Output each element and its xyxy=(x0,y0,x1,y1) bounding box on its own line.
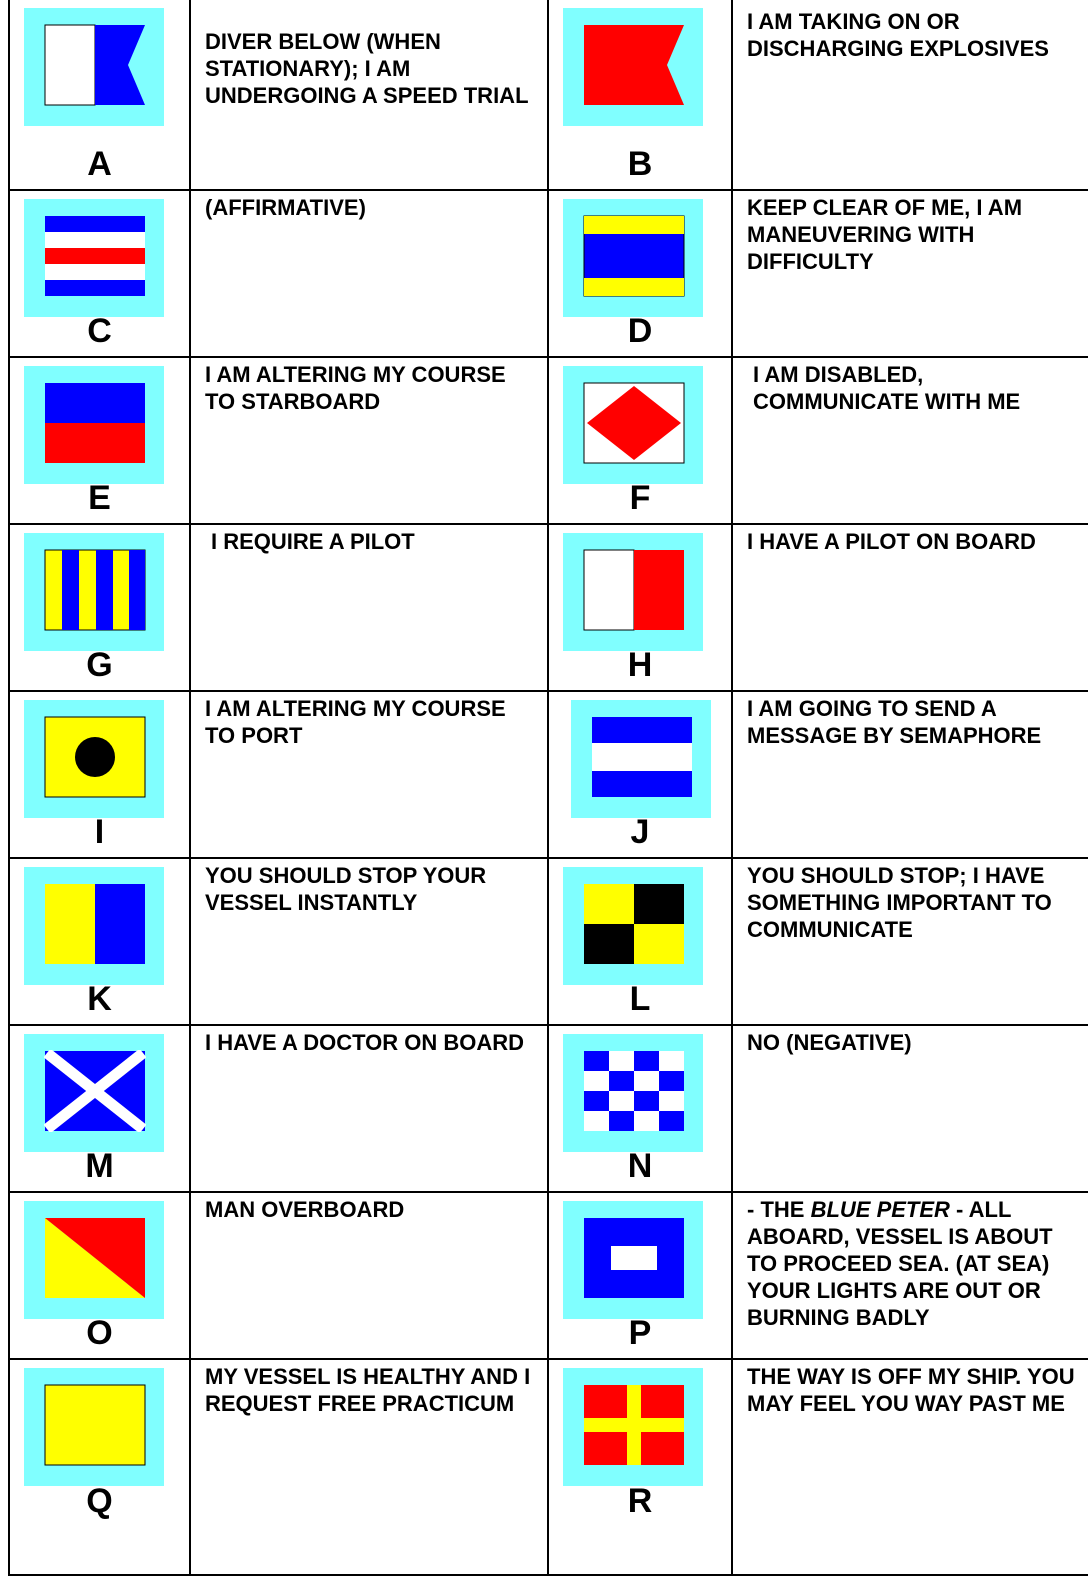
flag-letter: M xyxy=(85,1147,114,1185)
flag-romeo-icon xyxy=(583,1384,685,1466)
flag-letter: R xyxy=(627,1482,653,1520)
flag-delta-icon xyxy=(583,215,685,297)
flag-description-cell xyxy=(732,357,1088,524)
flag-letter: G xyxy=(86,646,113,684)
flag-background xyxy=(571,700,711,818)
flag-letter: H xyxy=(627,646,653,684)
flag-papa-icon xyxy=(583,1217,685,1299)
table-row xyxy=(9,1359,1088,1575)
flag-description-cell xyxy=(732,524,1088,691)
flag-mike-icon xyxy=(44,1050,146,1132)
flag-cell xyxy=(548,190,732,357)
flag-description: I AM GOING TO SEND A MESSAGE BY SEMAPHORE xyxy=(747,696,1042,748)
description-emphasis: BLUE PETER xyxy=(810,1197,950,1222)
table-row xyxy=(9,858,1088,1025)
flag-description: (AFFIRMATIVE) xyxy=(205,195,366,220)
flag-description-cell xyxy=(732,1192,1088,1359)
table-row xyxy=(9,357,1088,524)
flag-letter: L xyxy=(629,980,651,1018)
flag-description-cell xyxy=(190,524,548,691)
description-prefix: - THE xyxy=(747,1197,811,1222)
flag-background xyxy=(563,533,703,651)
flag-bravo-icon xyxy=(583,24,685,106)
flag-description: KEEP CLEAR OF ME, I AM MANEUVERING WITH DIFFICULTY xyxy=(747,195,1023,274)
flag-description: I AM DISABLED, COMMUNICATE WITH ME xyxy=(753,362,1021,414)
flag-letter: J xyxy=(630,813,650,851)
flag-description-cell xyxy=(190,858,548,1025)
flag-letter: Q xyxy=(86,1482,113,1520)
flag-description: MAN OVERBOARD xyxy=(205,1197,405,1222)
flag-description: MY VESSEL IS HEALTHY AND I REQUEST FREE PRACTICUM xyxy=(205,1364,531,1416)
signal-flags-table xyxy=(8,0,1088,1576)
flag-cell xyxy=(548,1359,732,1575)
table-row xyxy=(9,691,1088,858)
flag-echo-icon xyxy=(44,382,146,464)
flag-description-cell xyxy=(190,1359,548,1575)
flag-india-icon xyxy=(44,716,146,798)
flag-description-cell xyxy=(732,1359,1088,1575)
table-row xyxy=(9,524,1088,691)
flag-description: YOU SHOULD STOP; I HAVE SOMETHING IMPORTANT TO COMMUNICATE xyxy=(747,863,1052,942)
table-row xyxy=(9,190,1088,357)
flag-background xyxy=(563,867,703,985)
flag-golf-icon xyxy=(44,549,146,631)
flag-background xyxy=(563,1201,703,1319)
flag-cell xyxy=(9,858,190,1025)
flag-quebec-icon xyxy=(44,1384,146,1466)
flag-cell xyxy=(9,1359,190,1575)
flag-background xyxy=(24,366,164,484)
flag-description: I HAVE A PILOT ON BOARD xyxy=(747,529,1036,554)
flag-description-cell xyxy=(190,1025,548,1192)
flag-description-cell xyxy=(732,190,1088,357)
flag-juliett-icon xyxy=(591,716,693,798)
flag-background xyxy=(24,1368,164,1486)
flag-description-cell xyxy=(732,858,1088,1025)
flag-lima-icon xyxy=(583,883,685,965)
flag-cell xyxy=(9,1192,190,1359)
flag-cell xyxy=(9,524,190,691)
flag-cell xyxy=(9,691,190,858)
flag-charlie-icon xyxy=(44,215,146,297)
flag-description xyxy=(733,1193,1088,1331)
flag-letter: F xyxy=(629,479,651,517)
flag-letter: B xyxy=(627,145,653,183)
flag-description-cell xyxy=(732,0,1088,190)
flag-letter: O xyxy=(86,1314,113,1352)
flag-description-cell xyxy=(190,1192,548,1359)
flag-cell xyxy=(9,0,190,190)
flag-cell xyxy=(548,1192,732,1359)
flag-background xyxy=(24,8,164,126)
flag-description: YOU SHOULD STOP YOUR VESSEL INSTANTLY xyxy=(205,863,487,915)
flag-description: I AM ALTERING MY COURSE TO PORT xyxy=(205,696,506,748)
flag-description: I REQUIRE A PILOT xyxy=(211,529,415,554)
flag-cell xyxy=(548,357,732,524)
flag-description: I AM ALTERING MY COURSE TO STARBOARD xyxy=(205,362,506,414)
flag-foxtrot-icon xyxy=(583,382,685,464)
flag-background xyxy=(24,533,164,651)
flag-description-cell xyxy=(732,1025,1088,1192)
flag-background xyxy=(563,199,703,317)
flag-cell xyxy=(548,524,732,691)
flag-letter: K xyxy=(87,980,112,1018)
table-row xyxy=(9,0,1088,190)
flag-description-cell xyxy=(190,691,548,858)
flag-description: I AM TAKING ON OR DISCHARGING EXPLOSIVES xyxy=(747,9,1049,61)
flag-description: DIVER BELOW (WHEN STATIONARY); I AM UNDERGOING A SPEED TRIAL xyxy=(205,29,529,108)
flag-background xyxy=(563,1368,703,1486)
flag-letter: C xyxy=(87,312,112,350)
flag-alfa-icon xyxy=(44,24,146,106)
flag-background xyxy=(563,8,703,126)
flag-hotel-icon xyxy=(583,549,685,631)
flag-description-cell xyxy=(732,691,1088,858)
flag-background xyxy=(563,366,703,484)
flag-description-cell xyxy=(190,190,548,357)
flag-letter: A xyxy=(87,145,112,183)
description-rest: - ALL ABOARD, VESSEL IS ABOUT TO PROCEED SEA. (AT SEA) YOUR LIGHTS ARE OUT OR BURNING BADLY xyxy=(747,1197,1053,1330)
flag-letter: D xyxy=(627,312,653,350)
flag-letter: N xyxy=(627,1147,653,1185)
flag-cell xyxy=(548,858,732,1025)
flag-cell xyxy=(9,190,190,357)
flag-background xyxy=(24,867,164,985)
flag-background xyxy=(24,1034,164,1152)
table-row xyxy=(9,1025,1088,1192)
flag-letter: P xyxy=(628,1314,652,1352)
flag-description: THE WAY IS OFF MY SHIP. YOU MAY FEEL YOU WAY PAST ME xyxy=(747,1364,1075,1416)
flag-background xyxy=(24,199,164,317)
flag-background xyxy=(24,700,164,818)
flag-oscar-icon xyxy=(44,1217,146,1299)
flag-background xyxy=(24,1201,164,1319)
flag-kilo-icon xyxy=(44,883,146,965)
flag-description: I HAVE A DOCTOR ON BOARD xyxy=(205,1030,525,1055)
flag-cell xyxy=(548,1025,732,1192)
flag-letter: E xyxy=(88,479,111,517)
flag-cell xyxy=(9,1025,190,1192)
flag-description-cell xyxy=(190,0,548,190)
flag-november-icon xyxy=(583,1050,685,1132)
table-row xyxy=(9,1192,1088,1359)
flag-description: NO (NEGATIVE) xyxy=(747,1030,912,1055)
flag-letter: I xyxy=(94,813,105,851)
flag-description-cell xyxy=(190,357,548,524)
flag-cell xyxy=(548,691,732,858)
flag-cell xyxy=(9,357,190,524)
flag-cell xyxy=(548,0,732,190)
flag-background xyxy=(563,1034,703,1152)
